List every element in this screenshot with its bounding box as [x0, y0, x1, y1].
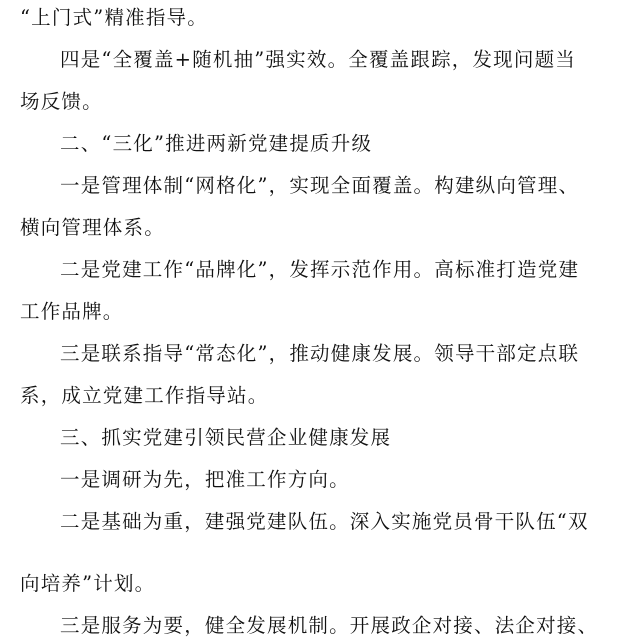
text-line-6: 横向管理体系。: [20, 216, 165, 239]
text-line-2: 四是“全覆盖+随机抽”强实效。全覆盖跟踪，发现问题当: [60, 48, 576, 71]
text-line-5: 一是管理体制“网格化”，实现全面覆盖。构建纵向管理、: [60, 174, 580, 197]
section-heading-3: 三、抓实党建引领民营企业健康发展: [60, 426, 392, 449]
text-line-9: 三是联系指导“常态化”，推动健康发展。领导干部定点联: [60, 342, 580, 365]
text-line-7: 二是党建工作“品牌化”，发挥示范作用。高标准打造党建: [60, 258, 580, 281]
text-line-1: “上门式”精准指导。: [20, 6, 208, 29]
text-line-12: 一是调研为先，把准工作方向。: [60, 468, 350, 491]
text-line-15: 三是服务为要，健全发展机制。开展政企对接、法企对接、: [60, 614, 599, 637]
text-line-3: 场反馈。: [20, 90, 103, 113]
text-line-13: 二是基础为重，建强党建队伍。深入实施党员骨干队伍“双: [60, 510, 589, 533]
text-line-8: 工作品牌。: [20, 300, 124, 323]
text-line-10: 系，成立党建工作指导站。: [20, 384, 269, 407]
section-heading-2: 二、“三化”推进两新党建提质升级: [60, 132, 373, 155]
text-line-14: 向培养”计划。: [20, 572, 156, 595]
